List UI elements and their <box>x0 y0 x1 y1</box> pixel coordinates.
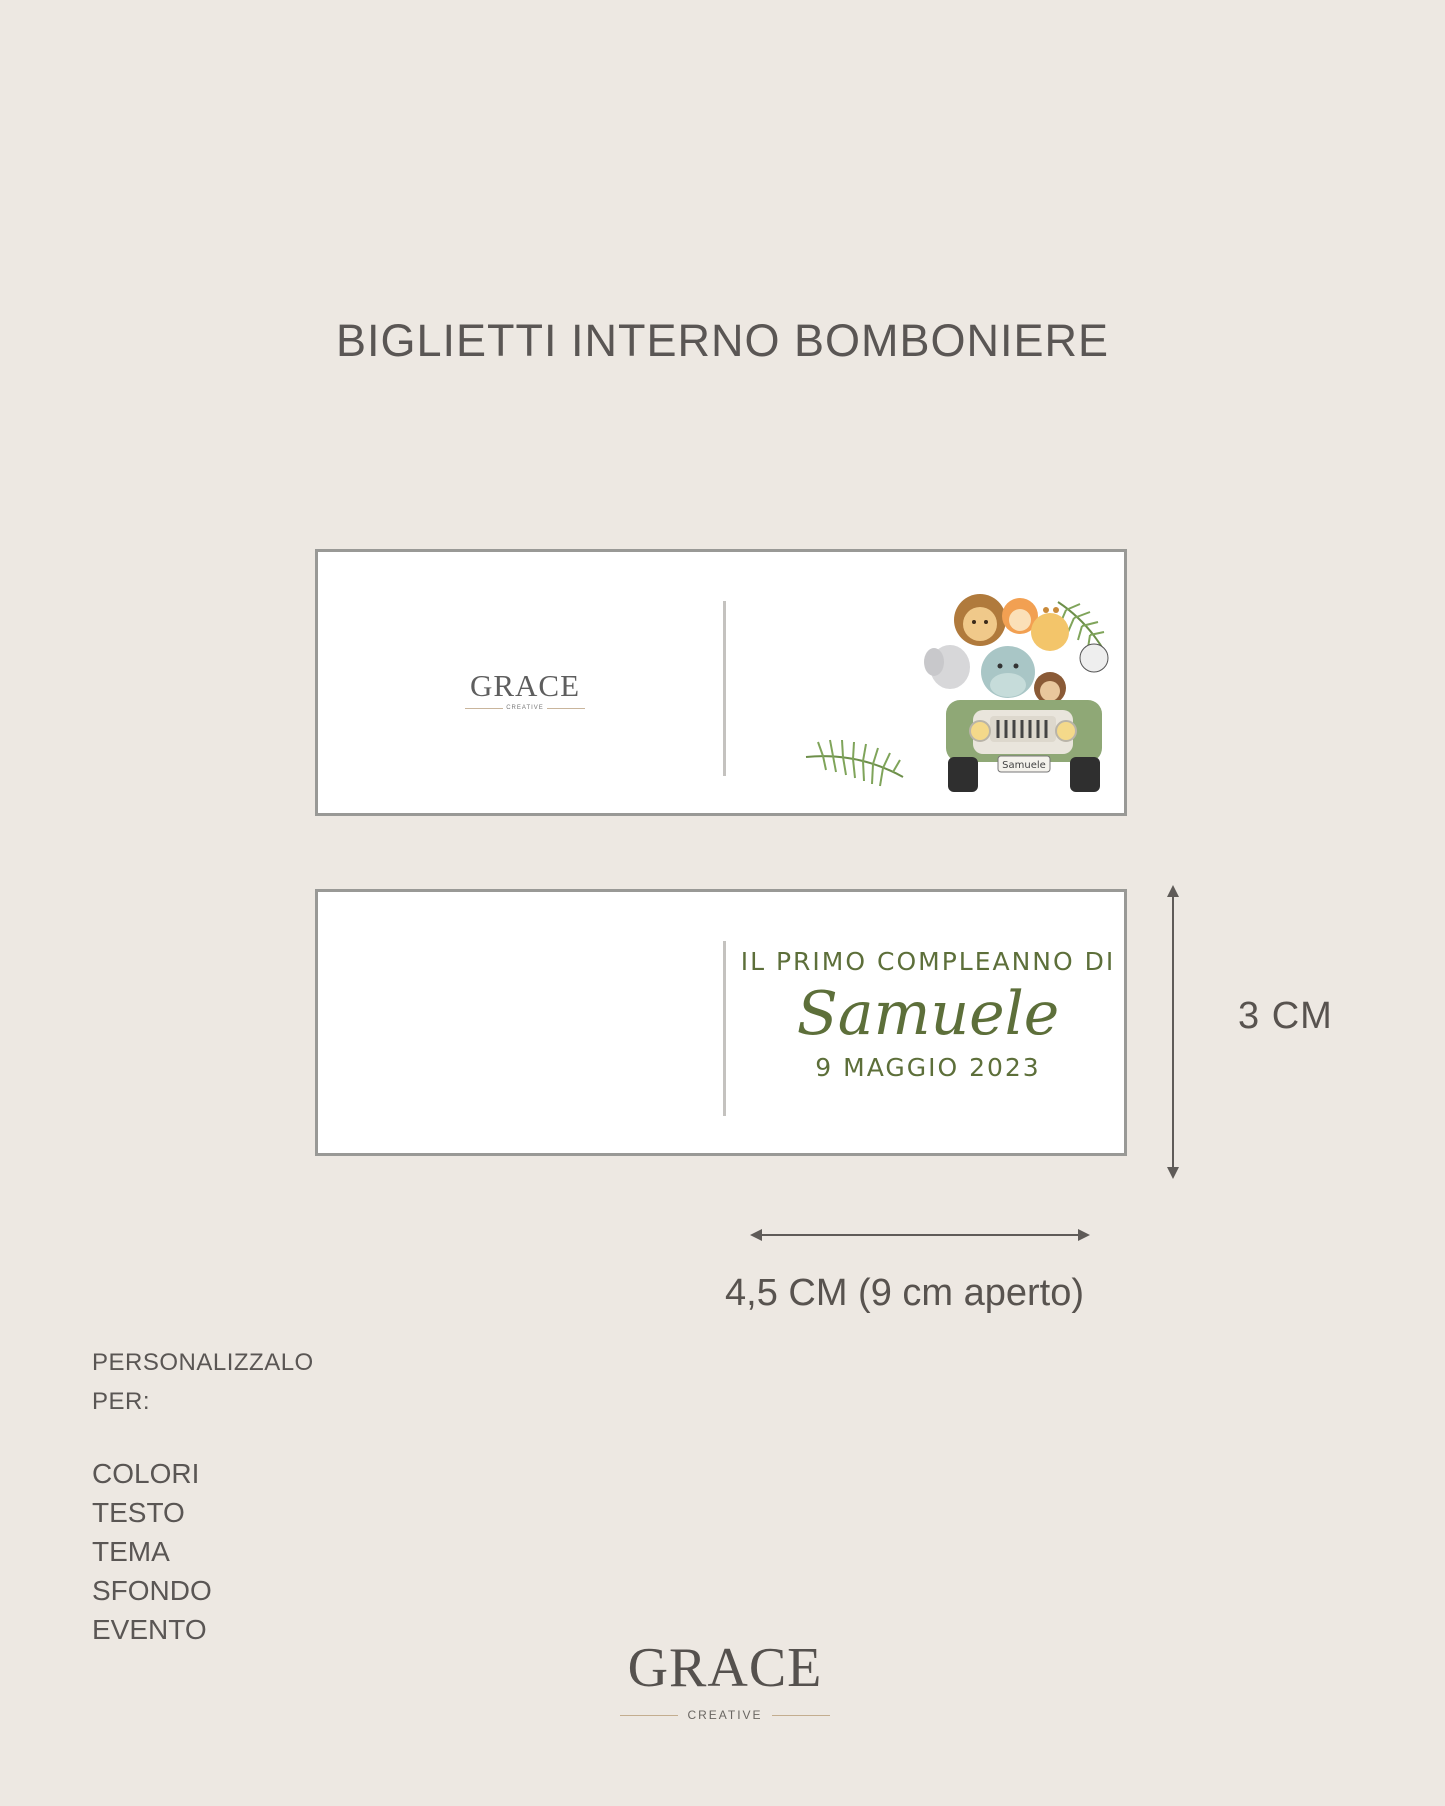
option-item: EVENTO <box>92 1614 207 1645</box>
jeep-plate: Samuele <box>1002 760 1046 771</box>
invite-text <box>728 947 1128 1082</box>
personalize-heading-line2: PER: <box>92 1388 151 1415</box>
height-arrow-icon <box>1163 885 1183 1179</box>
option-item: TESTO <box>92 1497 185 1528</box>
width-label: 4,5 CM (9 cm aperto) <box>725 1272 1084 1314</box>
personalize-heading-line1: PERSONALIZZALO <box>92 1349 314 1376</box>
brand-name: GRACE <box>469 668 581 703</box>
brand-subtitle: CREATIVE <box>465 705 585 711</box>
fold-line <box>723 941 726 1116</box>
card-back <box>315 889 1127 1156</box>
footer-brand-name: GRACE <box>627 1637 823 1699</box>
animals-group <box>924 594 1108 704</box>
brand-logo-small <box>465 670 585 711</box>
width-arrow-icon <box>750 1225 1090 1245</box>
invite-name: Samuele <box>796 979 1060 1049</box>
footer-brand-subtitle: CREATIVE <box>620 1708 830 1722</box>
option-item: SFONDO <box>92 1575 212 1606</box>
jeep-icon <box>946 700 1102 792</box>
footer-brand-logo <box>620 1637 830 1722</box>
page-title: BIGLIETTI INTERNO BOMBONIERE <box>335 315 1110 367</box>
option-item: TEMA <box>92 1536 170 1567</box>
personalize-heading <box>92 1343 314 1421</box>
card-front <box>315 549 1127 816</box>
invite-date: 9 MAGGIO 2023 <box>815 1053 1041 1082</box>
option-item: COLORI <box>92 1458 200 1489</box>
palm-leaf-left-icon <box>806 740 903 786</box>
invite-line1: IL PRIMO COMPLEANNO DI <box>740 947 1116 976</box>
safari-jeep-illustration <box>798 582 1118 797</box>
fold-line <box>723 601 726 776</box>
personalize-options <box>92 1454 212 1649</box>
height-label: 3 CM <box>1238 995 1333 1037</box>
